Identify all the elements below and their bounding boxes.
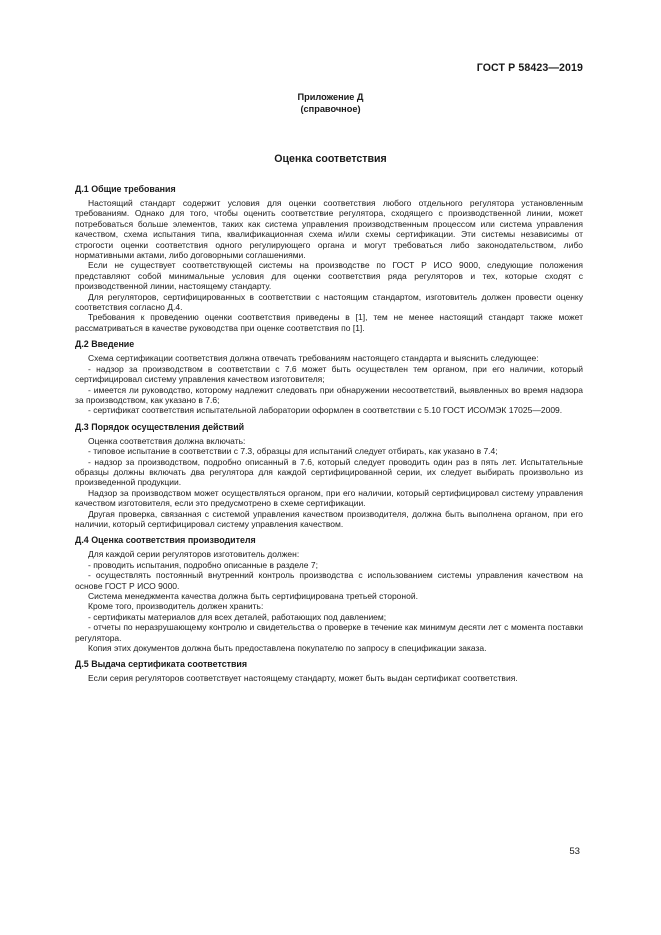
- paragraph: Требования к проведению оценки соответствия приведены в [1], тем не менее настоящий стандарт также может рассматриваться в качестве руководства при оценке соответствия по [1].: [75, 312, 583, 333]
- section-heading: Д.3 Порядок осуществления действий: [75, 421, 245, 432]
- paragraph: Для регуляторов, сертифицированных в соответствии с настоящим стандартом, изготовитель должен провести оценку соответствия согласно Д.4.: [75, 291, 583, 313]
- list-item: - имеется ли руководство, которому надлежит следовать при обнаружении несоответствий, выявленных во время надзора за производством, как указано в 7.6;: [75, 384, 583, 405]
- list-item: - проводить испытания, подробно описанные в разделе 7;: [88, 559, 318, 570]
- section-heading: Д.1 Общие требования: [75, 184, 176, 194]
- paragraph: Надзор за производством может осуществляться органом, при его наличии, который сертифицировал систему управления качеством изготовителя, если это предусмотрено в схеме сертификации.: [75, 487, 583, 509]
- list-item: - осуществлять постоянный внутренний контроль производства с использованием системы управления качеством на основе ГОСТ Р ИСО 9000.: [75, 570, 583, 591]
- list-item: - сертификаты материалов для всех деталей, работающих под давлением;: [88, 611, 387, 622]
- section-d2: [75, 338, 583, 415]
- list-item: - отчеты по неразрушающему контролю и свидетельства о проверке в течение как минимум десяти лет с момента поставки регулятора.: [75, 622, 583, 643]
- section-d3: [75, 421, 583, 530]
- appendix-title: Приложение Д: [297, 92, 364, 102]
- list-item: - надзор за производством, подробно описанный в 7.6, который следует проводить один раз в пять лет. Испытательные образцы должны включать два регулятора для каждой сертифицированной серии, их следует выбирать произвольно из произведенной продукции.: [75, 456, 583, 488]
- appendix-type: (справочное): [300, 104, 361, 114]
- paragraph: Кроме того, производитель должен хранить:: [88, 601, 264, 612]
- paragraph: Другая проверка, связанная с системой управления качеством производителя, должна быть выполнена органом, при его наличии, который сертифицировал систему управления качеством.: [75, 508, 583, 529]
- paragraph: Если не существует соответствующей системы на производстве по ГОСТ Р ИСО 9000, следующие положения представляют собой минимальные условия для оценки соответствия ряда регуляторов и тех, которые сходят с производственной линии, настоящему стандарту.: [75, 260, 583, 292]
- document-body: [75, 183, 583, 689]
- section-d5: [75, 658, 583, 683]
- list-item: - надзор за производством в соответствии с 7.6 может быть осуществлен тем органом, при его наличии, который сертифицировал систему управления качеством изготовителя;: [75, 363, 583, 385]
- paragraph: Оценка соответствия должна включать:: [88, 435, 246, 446]
- paragraph: Настоящий стандарт содержит условия для оценки соответствия любого отдельного регулятора установленным требованиям. Однако для того, чтобы оценить соответствие регулятора, сходящего с производственной линии, может потребоваться больше элементов, таких как система управления производственным процессом или система управления качеством, схема испытания типа, квалификационная схема и/или схемы сертификации. Эти системы независимы от строгости оценки соответствия одного регулирующего органа и могут требоваться либо законодательством, либо нормативными актами, либо договорными соглашениями.: [75, 198, 583, 261]
- page-title: Оценка соответствия: [274, 153, 387, 165]
- appendix-heading: [0, 91, 661, 115]
- paragraph: Если серия регуляторов соответствует настоящему стандарту, может быть выдан сертификат соответствия.: [88, 673, 518, 684]
- section-d4: [75, 534, 583, 653]
- section-heading: Д.5 Выдача сертификата соответствия: [75, 659, 248, 670]
- paragraph: Система менеджмента качества должна быть сертифицирована третьей стороной.: [88, 591, 418, 601]
- section-heading: Д.2 Введение: [75, 339, 135, 350]
- section-d1: [75, 183, 583, 333]
- list-item: - типовое испытание в соответствии с 7.3, образцы для испытаний следует отбирать, как указано в 7.4;: [88, 446, 498, 457]
- page-number: 53: [569, 846, 580, 857]
- paragraph: Копия этих документов должна быть предоставлена покупателю по запросу в спецификации заказа.: [88, 643, 487, 654]
- paragraph: Для каждой серии регуляторов изготовитель должен:: [88, 549, 300, 560]
- document-code: ГОСТ Р 58423—2019: [476, 62, 583, 74]
- section-heading: Д.4 Оценка соответствия производителя: [75, 535, 256, 546]
- paragraph: Схема сертификации соответствия должна отвечать требованиям настоящего стандарта и выяснить следующее:: [88, 353, 539, 364]
- list-item: - сертификат соответствия испытательной лаборатории оформлен в соответствии с 5.10 ГОСТ ИСО/МЭК 17025—2009.: [88, 405, 563, 416]
